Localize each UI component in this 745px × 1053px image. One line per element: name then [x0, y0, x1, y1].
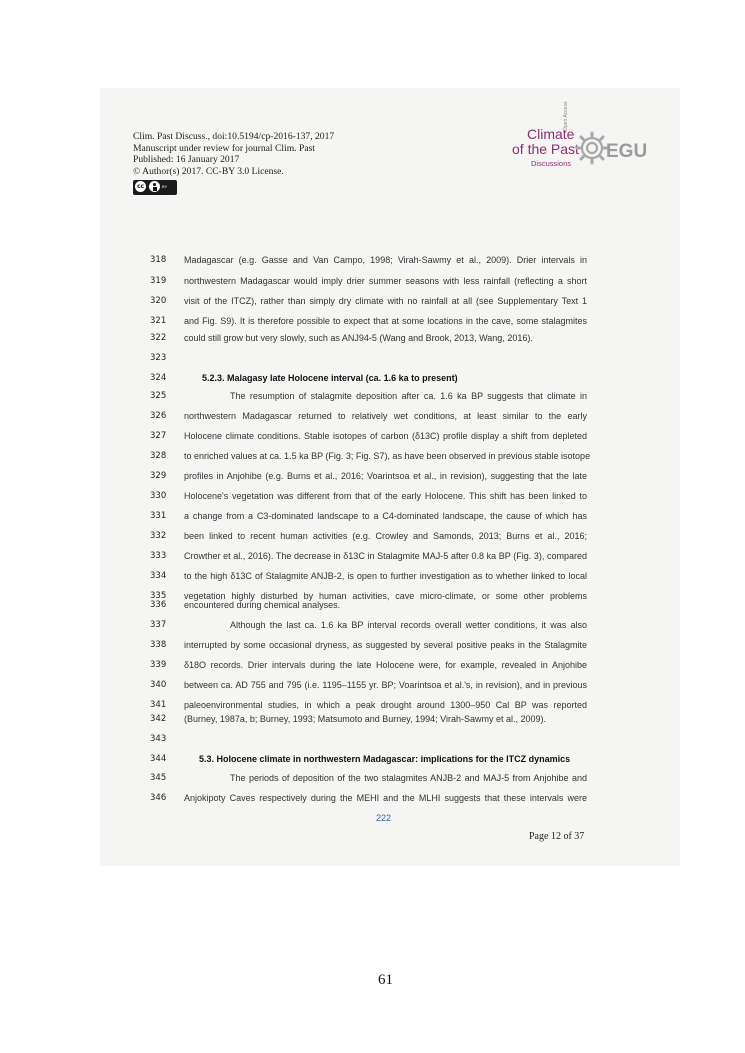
book-page-number: 61 [378, 972, 393, 988]
journal-title-line1: Climate [527, 126, 575, 142]
line-number: 332 [150, 531, 167, 541]
line-number: 333 [150, 551, 167, 561]
text-line: visit of the ITCZ), rather than simply dry climate with no rainfall at all (see Supplementary Text 1 [184, 296, 587, 306]
text-line: a change from a C3-dominated landscape to a C4-dominated landscape, the cause of which has [184, 511, 587, 521]
line-number: 318 [150, 255, 167, 265]
open-access-label: Open Access [563, 101, 569, 131]
header-license: © Author(s) 2017. CC-BY 3.0 License. [133, 165, 284, 177]
line-number: 337 [150, 620, 167, 630]
by-label: BY [162, 184, 168, 189]
manuscript-page-number: 222 [376, 813, 392, 823]
egu-text: EGU [606, 141, 648, 162]
line-number: 334 [150, 571, 167, 581]
text-line: Holocene climate conditions. Stable isotopes of carbon (δ13C) profile display a shift from depleted [184, 431, 587, 441]
text-line: Holocene's vegetation was different from that of the early Holocene. This shift has been linked to [184, 491, 587, 501]
line-number: 328 [150, 451, 167, 461]
text-line: interrupted by some occasional dryness, as suggested by several positive peaks in the Stalagmite [184, 640, 587, 650]
line-number: 323 [150, 353, 167, 363]
text-line: Madagascar (e.g. Gasse and Van Campo, 1998; Virah-Sawmy et al., 2009). Drier intervals in [184, 255, 587, 265]
line-number: 320 [150, 296, 167, 306]
text-line: to the high δ13C of Stalagmite ANJB-2, is open to further investigation as to whether linked to local [184, 571, 587, 581]
text-line: The periods of deposition of the two stalagmites ANJB-2 and MAJ-5 from Anjohibe and [230, 773, 587, 783]
line-number: 325 [150, 391, 167, 401]
text-line: to enriched values at ca. 1.5 ka BP (Fig. 3; Fig. S7), as have been observed in previous stable isotope [184, 451, 591, 461]
text-line: encountered during chemical analyses. [184, 600, 341, 610]
line-number: 345 [150, 773, 167, 783]
text-line: Crowther et al., 2016). The decrease in δ13C in Stalagmite MAJ-5 after 0.8 ka BP (Fig. 3), compared [184, 551, 587, 561]
cc-icon: cc [136, 183, 145, 190]
journal-header [133, 131, 334, 177]
line-number: 339 [150, 660, 167, 670]
text-line: could still grow but very slowly, such as ANJ94-5 (Wang and Brook, 2013, Wang, 2016). [184, 333, 533, 343]
header-published-date: Published: 16 January 2017 [133, 154, 240, 166]
line-number: 336 [150, 600, 167, 610]
line-number: 327 [150, 431, 167, 441]
line-number: 341 [150, 700, 167, 710]
line-number: 338 [150, 640, 167, 650]
line-number: 324 [150, 373, 167, 383]
cc-by-license-icon [133, 180, 177, 195]
text-line: Although the last ca. 1.6 ka BP interval records overall wetter conditions, it was also [230, 620, 587, 630]
text-line: northwestern Madagascar would imply drier summer seasons with less rainfall (reflecting a short [184, 276, 587, 286]
line-number: 340 [150, 680, 167, 690]
line-number: 321 [150, 316, 167, 326]
header-review-status: Manuscript under review for journal Clim. Past [133, 142, 315, 154]
attribution-icon [149, 181, 160, 192]
line-number: 346 [150, 793, 167, 803]
text-line: been linked to recent human activities (e.g. Crowley and Samonds, 2013; Burns et al., 2016; [184, 531, 587, 541]
line-number: 342 [150, 714, 167, 724]
line-number: 319 [150, 276, 167, 286]
text-line: paleoenvironmental studies, in which a peak drought around 1300–950 Cal BP was reported [184, 700, 587, 710]
line-number: 331 [150, 511, 167, 521]
text-line: profiles in Anjohibe (e.g. Burns et al., 2016; Voarintsoa et al., in revision), suggesting that the late [184, 471, 587, 481]
line-number: 335 [150, 591, 167, 601]
line-number: 330 [150, 491, 167, 501]
line-number: 322 [150, 333, 167, 343]
text-line: between ca. AD 755 and 795 (i.e. 1195–1155 yr. BP; Voarintsoa et al.'s, in revision), and in previous [184, 680, 587, 690]
text-line: Anjokipoty Caves respectively during the MEHI and the MLHI suggests that these intervals were [184, 793, 587, 803]
line-number: 329 [150, 471, 167, 481]
line-number: 344 [150, 754, 167, 764]
journal-title-line2: of the Past [512, 141, 579, 157]
header-citation: Clim. Past Discuss., doi:10.5194/cp-2016-137, 2017 [133, 131, 335, 142]
line-number: 326 [150, 411, 167, 421]
text-line: and Fig. S9). It is therefore possible to expect that at some locations in the cave, some stalagmites [184, 316, 587, 326]
text-line: The resumption of stalagmite deposition after ca. 1.6 ka BP suggests that climate in [230, 391, 587, 401]
section-heading-5-3: 5.3. Holocene climate in northwestern Madagascar: implications for the ITCZ dynamics [199, 754, 571, 764]
journal-subtitle: Discussions [531, 159, 572, 168]
section-heading-5-2-3: 5.2.3. Malagasy late Holocene interval (ca. 1.6 ka to present) [202, 373, 458, 383]
page-of-total: Page 12 of 37 [529, 831, 585, 842]
text-line: vegetation highly disturbed by human activities, cave micro-climate, or some other problems [184, 591, 587, 601]
text-line: (Burney, 1987a, b; Burney, 1993; Matsumoto and Burney, 1994; Virah-Sawmy et al., 2009). [184, 714, 547, 724]
line-number: 343 [150, 734, 167, 744]
egu-logo-icon [576, 127, 648, 169]
text-line: δ18O records. Drier intervals during the late Holocene were, for example, revealed in Anjohibe [184, 660, 587, 670]
text-line: northwestern Madagascar returned to relatively wet conditions, at least similar to the early [184, 411, 587, 421]
